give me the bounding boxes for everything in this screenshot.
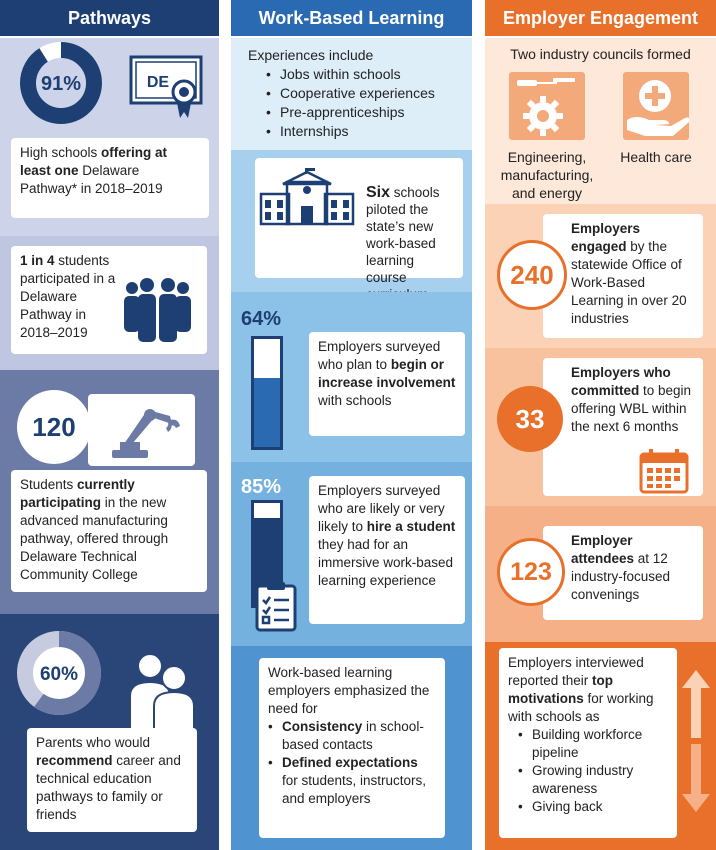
employer-councils-section [485,38,716,204]
experiences-list [262,65,468,141]
num-240: 240 [497,240,567,310]
employer-123-section [485,506,716,642]
employer-motivations-section [485,642,716,850]
wbl-85-section [231,462,472,646]
donut-60-icon [14,628,104,718]
school-building-icon [259,168,355,228]
motivations-list [514,726,668,816]
list-item: • Jobs within schools [262,65,468,84]
council-engineering-label: Engineering, manufacturing, and energy [500,149,594,201]
wbl-emphasis-card [259,658,445,838]
up-down-arrows-icon [681,670,711,812]
wbl-64-section [231,292,472,462]
employer-33-section [485,348,716,506]
pathways-column [0,0,219,850]
pathways-header: Pathways [0,0,219,36]
gear-tools-tile [509,72,585,140]
pathways-120-card: Students currently participating in the new advanced manufacturing pathway, offered through Delaware Technical Community College [11,470,207,592]
robot-arm-icon [88,394,195,466]
list-item: • Defined expectations for students, instructors, and employers [264,754,436,808]
bar-64 [251,336,283,450]
wbl-six-section [231,150,472,292]
employer-33-card: Employers who committed to begin offering WBL within the next 6 months [543,358,703,496]
wbl-experiences-section [231,38,472,150]
list-item: • Giving back [514,798,668,816]
council-health-label: Health care [620,149,692,165]
pathways-1in4-card: 1 in 4 students participated in a Delaware Pathway in 2018–2019 [11,246,207,354]
wbl-85-card: Employers surveyed who are likely or very likely to hire a student they had for an immersive work-based learning experience [309,476,465,624]
pathways-60-card: Parents who would recommend career and technical education pathways to family or friends [27,728,197,832]
emphasis-list [264,718,436,808]
pathways-91-card: High schools offering at least one Delaware Pathway* in 2018–2019 [11,138,209,218]
pathways-120-section [0,370,219,614]
employer-motivations-card: Employers interviewed reported their top motivations for working with schools as • Building workforce pipeline • Growing industry awareness • Giving back [499,648,677,838]
pct-91: 91% [40,73,82,95]
pct-85: 85% [241,476,282,498]
num-123: 123 [497,538,565,606]
hand-cross-icon [623,72,689,140]
list-item: • Building workforce pipeline [514,726,668,762]
health-care-tile [623,72,689,140]
pct-64: 64% [241,308,282,330]
pathways-1in4-section [0,236,219,370]
employer-240-card: Employers engaged by the statewide Office of Work-Based Learning in over 20 industries [543,214,703,338]
num-120: 120 [17,390,91,464]
list-item: • Cooperative experiences [262,84,468,103]
wbl-header: Work-Based Learning [231,0,472,36]
wbl-six-card: Six schools piloted the state’s new work-based learning course [255,158,463,278]
wbl-emphasis-section [231,646,472,850]
bar-64-fill [254,378,280,447]
list-item: • Internships [262,122,468,141]
employer-column [485,0,716,850]
employer-header: Employer Engagement [485,0,716,36]
councils-text: Two industry councils formed [510,46,691,62]
experiences-intro: Experiences include [248,47,374,63]
list-item: • Consistency in school-based contacts [264,718,436,754]
robot-arm-card [88,394,195,466]
clipboard-checklist-icon [255,580,299,632]
pathways-91-section [0,38,219,236]
emphasis-intro: Work-based learning employers emphasized the need for [268,665,430,716]
pct-60: 60% [39,664,79,685]
employer-123-card: Employer attendees at 12 industry-focused convenings [543,526,703,620]
parents-icon [124,650,198,736]
gear-tools-icon [509,72,585,140]
employer-240-section [485,204,716,348]
list-item: • Growing industry awareness [514,762,668,798]
calendar-icon [639,448,691,494]
de-badge-text: DE [146,74,170,91]
wbl-64-card: Employers surveyed who plan to begin or increase involvement with schools [309,332,465,436]
group-people-icon [118,276,198,346]
donut-91-icon [18,40,104,126]
list-item: • Pre-apprenticeships [262,103,468,122]
wbl-column [231,0,472,850]
certificate-icon [128,52,208,122]
pathways-60-section [0,614,219,850]
num-33: 33 [497,386,563,452]
